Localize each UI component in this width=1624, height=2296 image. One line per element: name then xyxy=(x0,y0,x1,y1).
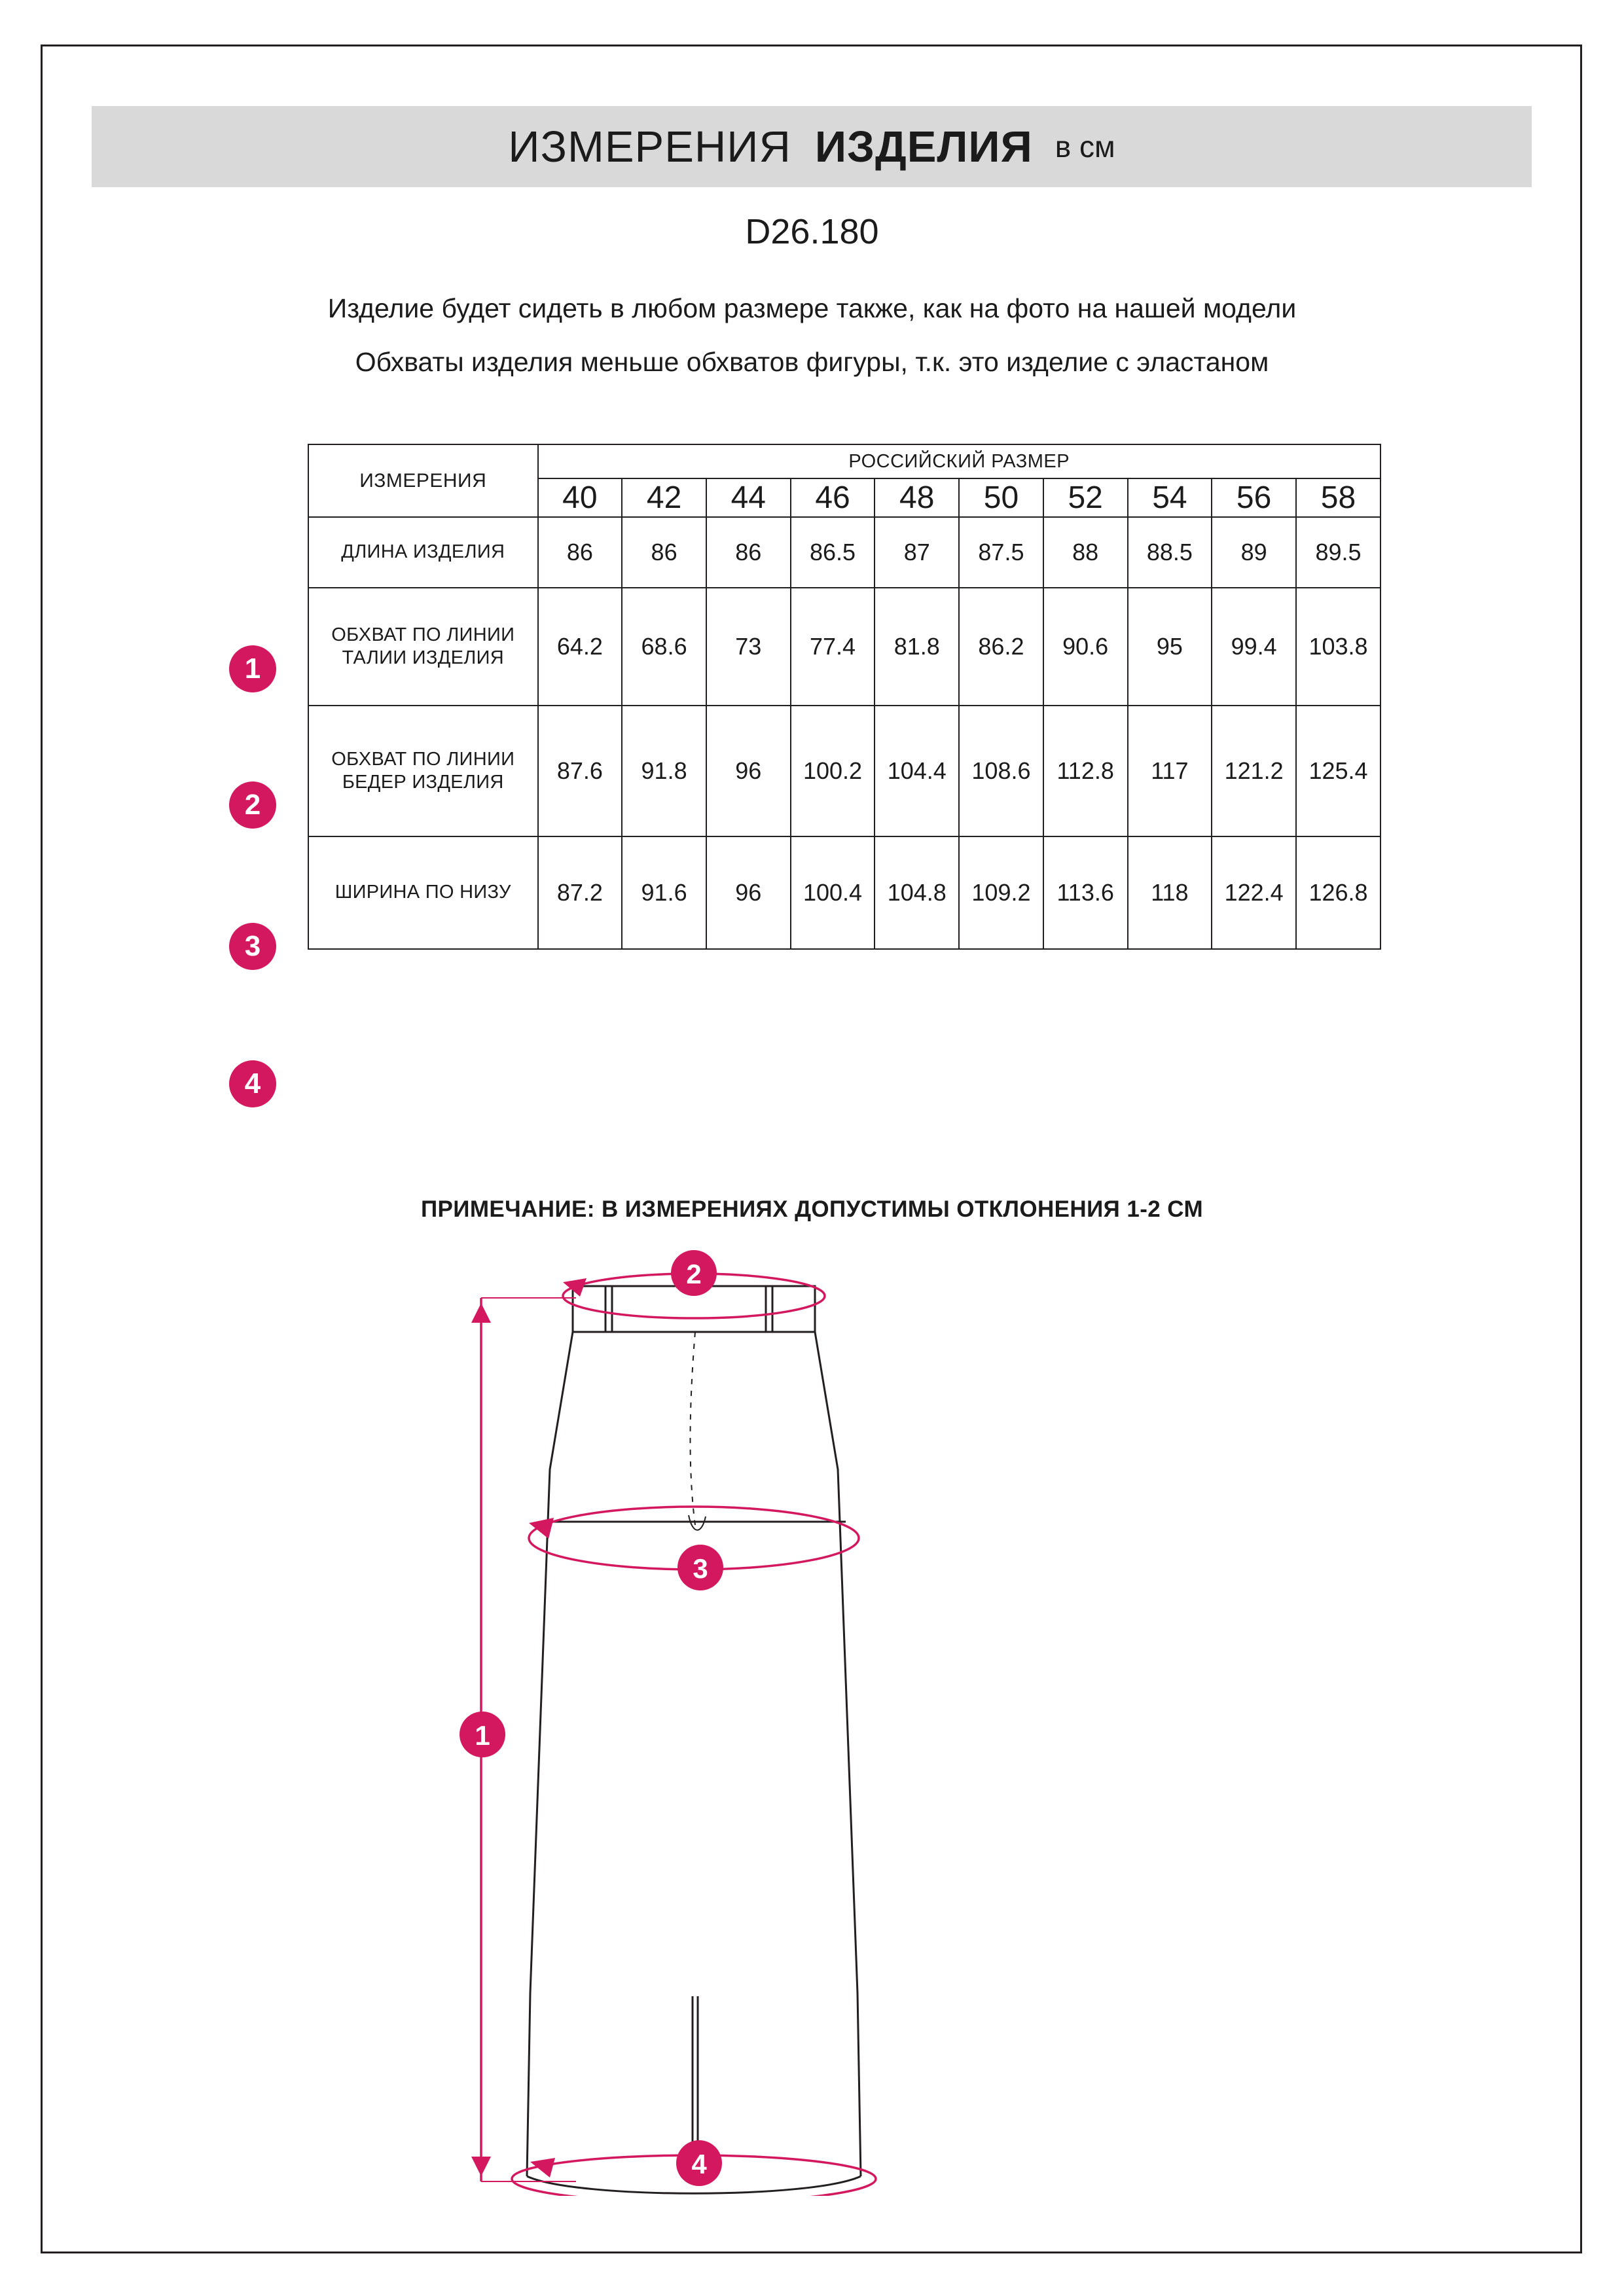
callout-badge-2: 2 xyxy=(229,781,276,829)
cell-r3-c8: 117 xyxy=(1128,706,1212,836)
size-header-46: 46 xyxy=(791,478,875,517)
callout-badge-3: 3 xyxy=(229,923,276,970)
cell-r3-c1: 87.6 xyxy=(538,706,623,836)
arrowhead-hip xyxy=(529,1518,554,1539)
diagram-badge-1-label: 1 xyxy=(475,1720,490,1751)
cell-r4-c3: 96 xyxy=(706,836,791,949)
diagram-badge-4-label: 4 xyxy=(691,2149,707,2179)
note-line-1: Изделие будет сидеть в любом размере также, как на фото на нашей модели xyxy=(327,293,1297,323)
right-side-seam xyxy=(815,1332,861,2176)
size-header-54: 54 xyxy=(1128,478,1212,517)
cell-r4-c2: 91.6 xyxy=(622,836,706,949)
cell-r1-c1: 86 xyxy=(538,517,623,588)
header-russian-size: РОССИЙСКИЙ РАЗМЕР xyxy=(538,444,1381,478)
cell-r2-c10: 103.8 xyxy=(1296,588,1380,706)
cell-r1-c7: 88 xyxy=(1043,517,1128,588)
cell-r2-c3: 73 xyxy=(706,588,791,706)
cell-r2-c9: 99.4 xyxy=(1212,588,1296,706)
cell-r3-c6: 108.6 xyxy=(959,706,1043,836)
diagram-badge-2-label: 2 xyxy=(686,1259,702,1289)
cell-r4-c10: 126.8 xyxy=(1296,836,1380,949)
row-label-hem-width: ШИРИНА ПО НИЗУ xyxy=(308,836,538,949)
cell-r3-c4: 100.2 xyxy=(791,706,875,836)
header-banner xyxy=(92,106,1532,187)
cell-r3-c2: 91.8 xyxy=(622,706,706,836)
cell-r4-c6: 109.2 xyxy=(959,836,1043,949)
cell-r1-c6: 87.5 xyxy=(959,517,1043,588)
zipper-line xyxy=(691,1332,696,1525)
callout-badge-4: 4 xyxy=(229,1060,276,1107)
cell-r4-c9: 122.4 xyxy=(1212,836,1296,949)
arrowhead-bottom xyxy=(471,2157,491,2176)
cell-r3-c3: 96 xyxy=(706,706,791,836)
size-header-44: 44 xyxy=(706,478,791,517)
cell-r1-c5: 87 xyxy=(875,517,959,588)
cell-r4-c8: 118 xyxy=(1128,836,1212,949)
table-row xyxy=(308,517,1380,588)
diagram-callouts xyxy=(460,1250,723,2186)
cell-r4-c7: 113.6 xyxy=(1043,836,1128,949)
header-measurements: ИЗМЕРЕНИЯ xyxy=(308,444,538,517)
cell-r1-c4: 86.5 xyxy=(791,517,875,588)
cell-r1-c9: 89 xyxy=(1212,517,1296,588)
cell-r4-c5: 104.8 xyxy=(875,836,959,949)
row-label-waist: ОБХВАТ ПО ЛИНИИ ТАЛИИ ИЗДЕЛИЯ xyxy=(308,588,538,706)
size-header-42: 42 xyxy=(622,478,706,517)
header-title-part1: ИЗМЕРЕНИЯ xyxy=(508,122,791,171)
size-header-52: 52 xyxy=(1043,478,1128,517)
size-table-wrapper xyxy=(308,444,1381,950)
arrowhead-waist xyxy=(563,1278,586,1297)
size-table xyxy=(308,444,1381,950)
left-side-seam xyxy=(527,1332,573,2176)
table-row xyxy=(308,588,1380,706)
cell-r2-c7: 90.6 xyxy=(1043,588,1128,706)
cell-r4-c4: 100.4 xyxy=(791,836,875,949)
header-title-units: в см xyxy=(1055,130,1115,164)
cell-r3-c9: 121.2 xyxy=(1212,706,1296,836)
size-header-56: 56 xyxy=(1212,478,1296,517)
garment-diagram xyxy=(458,1247,1191,2196)
cell-r2-c8: 95 xyxy=(1128,588,1212,706)
table-header-group-row xyxy=(308,444,1380,478)
cell-r1-c10: 89.5 xyxy=(1296,517,1380,588)
size-header-50: 50 xyxy=(959,478,1043,517)
cell-r3-c7: 112.8 xyxy=(1043,706,1128,836)
cell-r3-c5: 104.4 xyxy=(875,706,959,836)
size-header-48: 48 xyxy=(875,478,959,517)
cell-r1-c8: 88.5 xyxy=(1128,517,1212,588)
row-label-length: ДЛИНА ИЗДЕЛИЯ xyxy=(308,517,538,588)
cell-r2-c4: 77.4 xyxy=(791,588,875,706)
diagram-badge-3-label: 3 xyxy=(693,1553,708,1584)
cell-r4-c1: 87.2 xyxy=(538,836,623,949)
header-title-part2: ИЗДЕЛИЯ xyxy=(814,122,1033,171)
cell-r1-c2: 86 xyxy=(622,517,706,588)
table-row xyxy=(308,836,1380,949)
cell-r2-c5: 81.8 xyxy=(875,588,959,706)
size-header-58: 58 xyxy=(1296,478,1380,517)
model-code: D26.180 xyxy=(745,212,879,251)
table-row xyxy=(308,706,1380,836)
callout-badge-1: 1 xyxy=(229,645,276,692)
size-header-40: 40 xyxy=(538,478,623,517)
cell-r1-c3: 86 xyxy=(706,517,791,588)
arrowhead-top xyxy=(471,1303,491,1323)
cell-r2-c6: 86.2 xyxy=(959,588,1043,706)
cell-r3-c10: 125.4 xyxy=(1296,706,1380,836)
cell-r2-c1: 64.2 xyxy=(538,588,623,706)
note-line-2: Обхваты изделия меньше обхватов фигуры, т.к. это изделие с эластаном xyxy=(355,347,1269,377)
cell-r2-c2: 68.6 xyxy=(622,588,706,706)
remark-text: ПРИМЕЧАНИЕ: В ИЗМЕРЕНИЯХ ДОПУСТИМЫ ОТКЛОНЕНИЯ 1-2 СМ xyxy=(420,1196,1204,1222)
row-label-hips: ОБХВАТ ПО ЛИНИИ БЕДЕР ИЗДЕЛИЯ xyxy=(308,706,538,836)
